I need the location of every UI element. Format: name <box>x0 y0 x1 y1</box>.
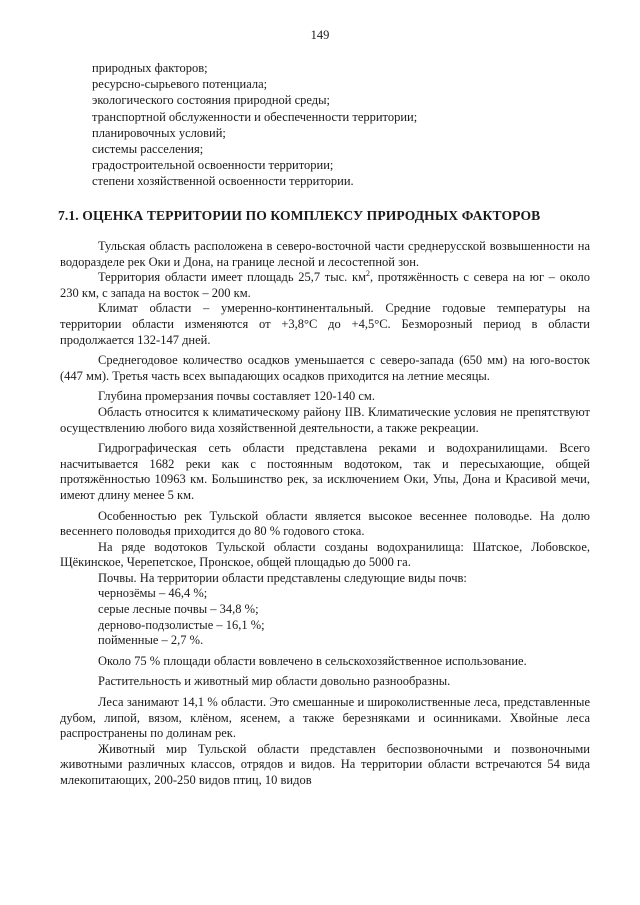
soil-item: пойменные – 2,7 %. <box>98 633 204 648</box>
paragraph-flora-fauna: Растительность и животный мир области довольно разнообразны. <box>98 674 451 689</box>
paragraph-agriculture: Около 75 % площади области вовлечено в сельскохозяйственное использование. <box>98 653 527 668</box>
soil-item: серые лесные почвы – 34,8 %; <box>98 602 259 617</box>
area-text: Территория области имеет площадь 25,7 тыс. км <box>98 270 366 285</box>
area-text-rest: , протяжённость с севера на юг – около 230 км, с запада на восток – 200 км. <box>60 270 590 300</box>
paragraph-hydrography: Гидрографическая сеть области представлена реками и водохранилищами. Всего насчитывается 1682 реки как с постоянным водотоком, так и пересыхающие, общей протяжённостью 10963 км. Большинство рек, за исключением Оки, Упы, Дона и Красивой мечи, имеют длину менее 5 км. <box>60 441 590 502</box>
page-number: 149 <box>310 28 330 42</box>
paragraph-floods: Особенностью рек Тульской области является высокое весеннее половодье. На долю весеннего половодья приходится до 80 % годового стока. <box>60 508 590 539</box>
paragraph-climate-region: Область относится к климатическому району IIВ. Климатические условия не препятствуют осуществлению любого вида хозяйственной деятельности, а также рекреации. <box>60 404 590 435</box>
paragraph-climate: Климат области – умеренно-континентальный. Средние годовые температуры на территории области изменяются от +3,8°С до +4,5°С. Безморозный период в области продолжается 132-147 дней. <box>60 301 590 347</box>
list-item: ресурсно-сырьевого потенциала; <box>92 77 268 92</box>
paragraph-reservoirs: На ряде водотоков Тульской области созданы водохранилища: Шатское, Лобовское, Щёкинское, Черепетское, Пронское, общей площадью до 5000 га. <box>60 539 590 570</box>
paragraph-soils: Почвы. На территории области представлены следующие виды почв: <box>98 570 467 585</box>
list-item: планировочных условий; <box>92 125 226 140</box>
paragraph-location: Тульская область расположена в северо-восточной части среднерусской возвышенности на водоразделе рек Оки и Дона, на границе лесной и лесостепной зон. <box>60 239 590 269</box>
list-item: природных факторов; <box>92 61 208 75</box>
paragraph-fauna: Животный мир Тульской области представлен беспозвоночными и позвоночными животными различных классов, отрядов и видов. На территории области встречаются 54 вида млекопитающих, 200-250 видов птиц, 10 видов <box>60 741 590 787</box>
soil-item: дерново-подзолистые – 16,1 %; <box>98 617 265 632</box>
list-item: системы расселения; <box>92 142 204 157</box>
list-item: экологического состояния природной среды; <box>92 93 331 108</box>
list-item: степени хозяйственной освоенности территории. <box>92 174 354 189</box>
section-heading: 7.1. ОЦЕНКА ТЕРРИТОРИИ ПО КОМПЛЕКСУ ПРИРОДНЫХ ФАКТОРОВ <box>58 208 541 223</box>
paragraph-frost-depth: Глубина промерзания почвы составляет 120-140 см. <box>98 389 375 404</box>
assessment-criteria-list <box>92 60 592 190</box>
list-item: градостроительной освоенности территории; <box>92 158 334 173</box>
superscript: 2 <box>365 269 370 279</box>
list-item: транспортной обслуженности и обеспеченности территории; <box>92 109 418 124</box>
section-body <box>60 239 590 789</box>
paragraph-precipitation: Среднегодовое количество осадков уменьшается с северо-запада (650 мм) на юго-восток (447 мм). Третья часть всех выпадающих осадков приходится на летние месяцы. <box>60 353 590 383</box>
paragraph-forests: Леса занимают 14,1 % области. Это смешанные и широколиственные леса, представленные дубом, липой, вязом, клёном, ясенем, а также березняками и осинниками. Хвойные леса распространены по долинам рек. <box>60 695 590 741</box>
paragraph-area <box>60 270 590 301</box>
soil-item: чернозёмы – 46,4 %; <box>98 586 208 601</box>
